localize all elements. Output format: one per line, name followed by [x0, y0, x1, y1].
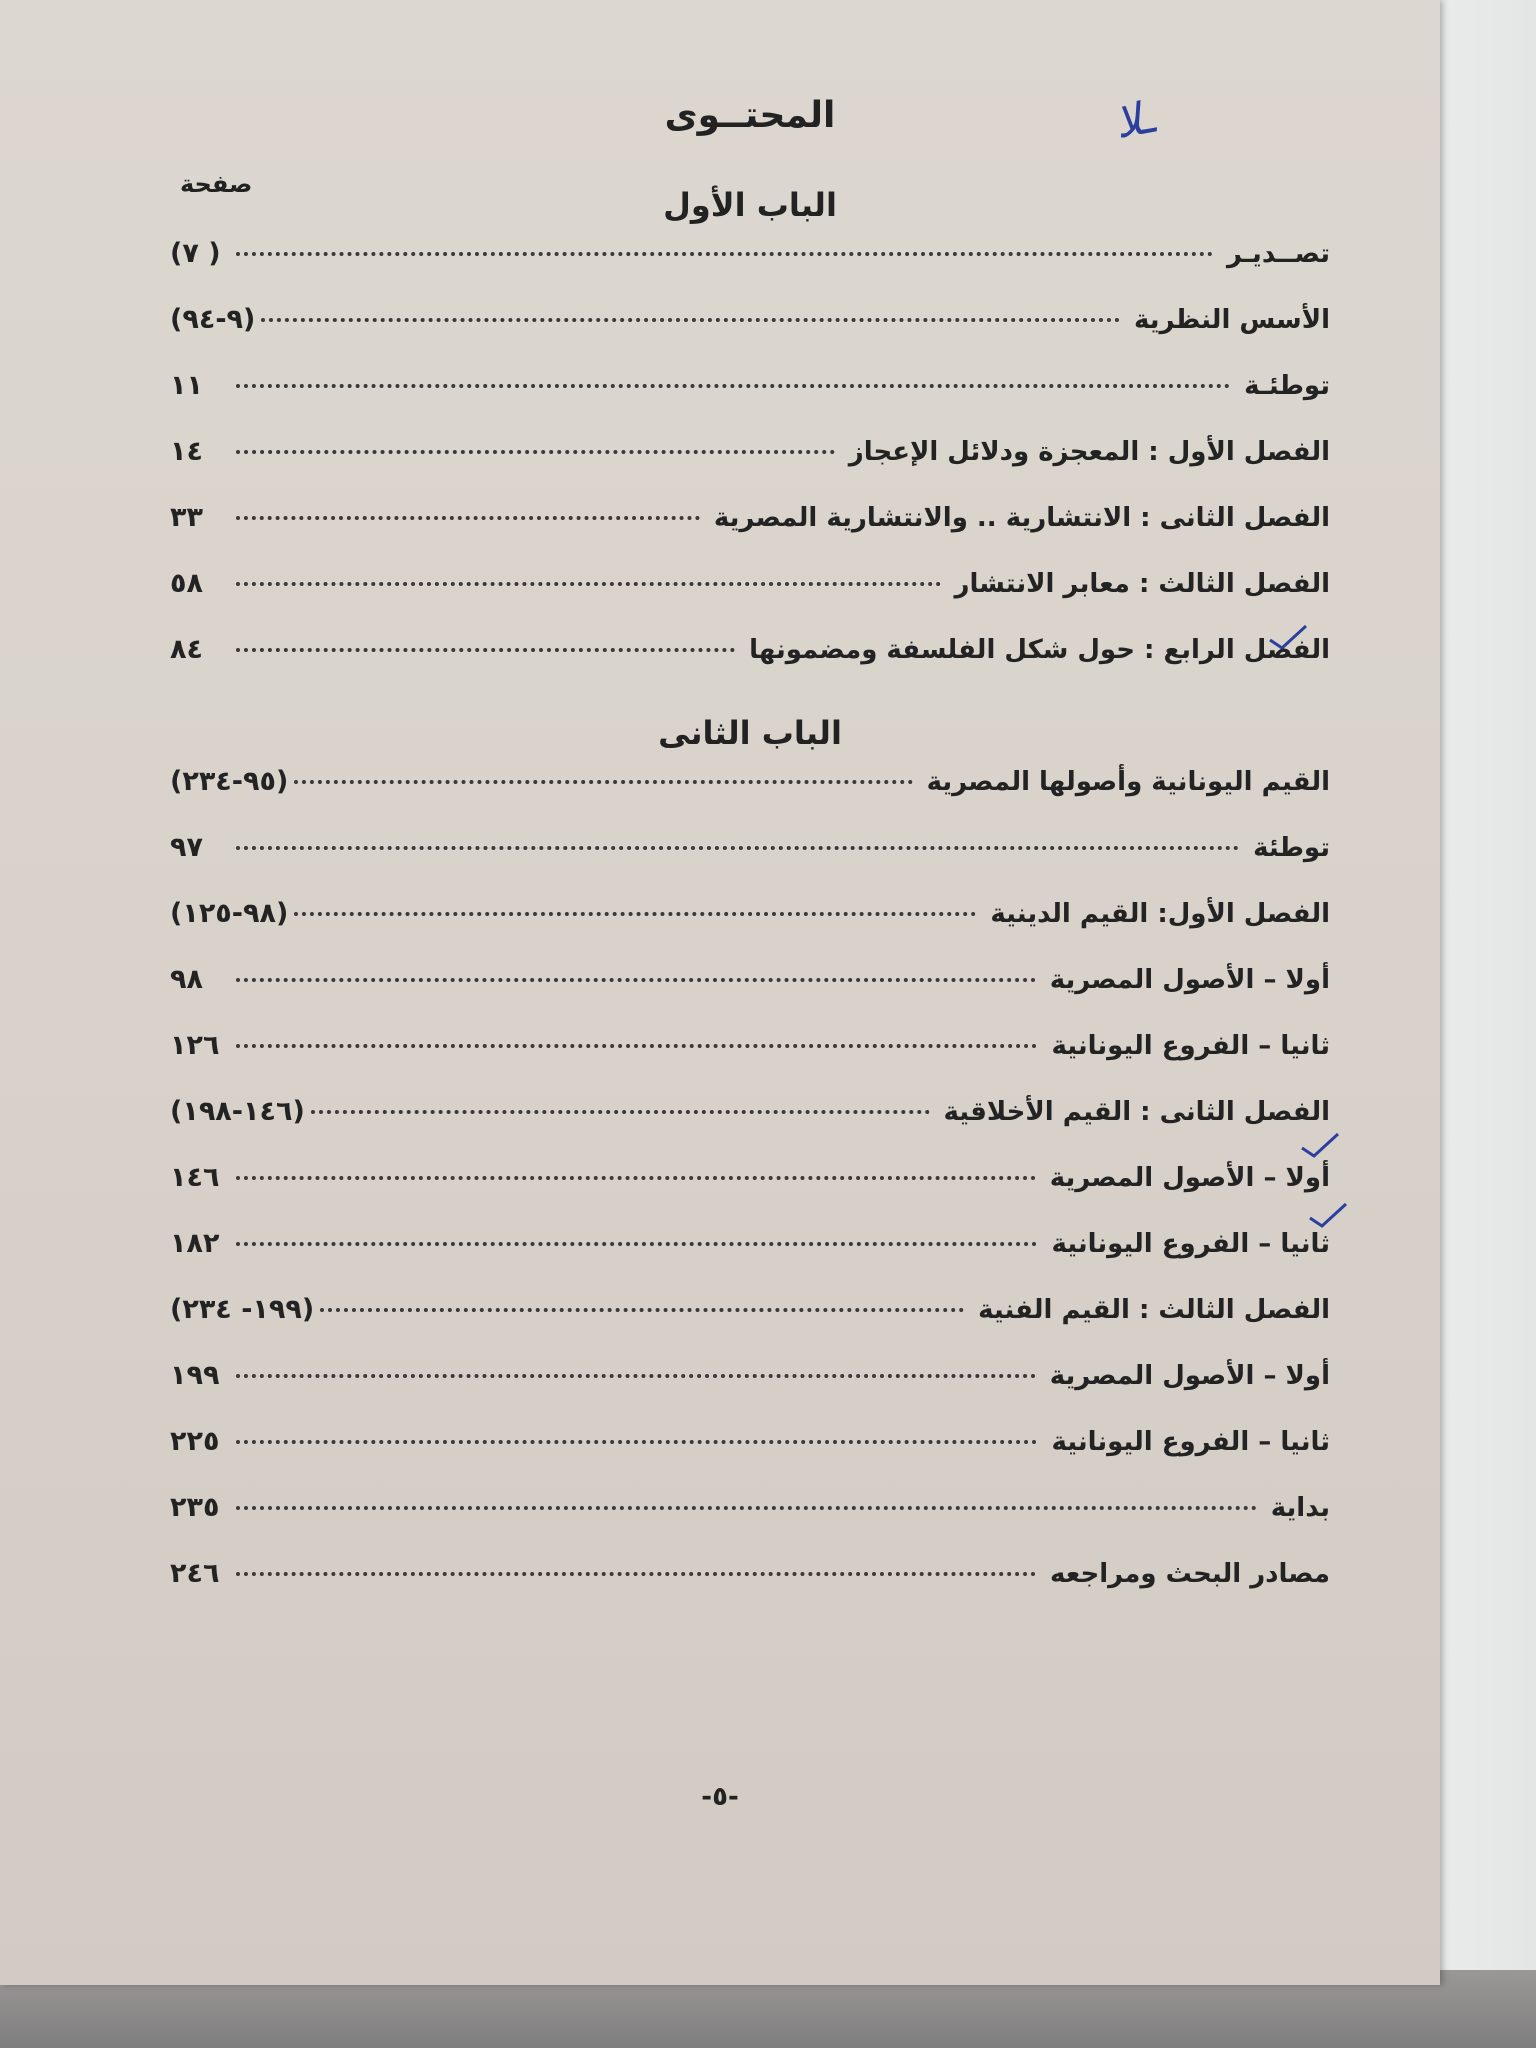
- dot-leader: [236, 450, 835, 454]
- entry-page: (١٩٩- ٢٣٤): [170, 1294, 315, 1325]
- entry-page: ١٤: [170, 436, 203, 467]
- entry-page: ٩٨: [170, 964, 203, 995]
- page-column-label: صفحة: [180, 170, 253, 198]
- entry-label: ثانيا – الفروع اليونانية: [1051, 1031, 1330, 1061]
- dot-leader: [236, 1374, 1036, 1378]
- toc-entry: [170, 502, 1330, 568]
- dot-leader: [236, 516, 700, 520]
- entry-page: (١٤٦-١٩٨): [170, 1096, 305, 1127]
- entry-label: أولا – الأصول المصرية: [1049, 965, 1330, 995]
- entry-page: ٨٤: [170, 634, 203, 665]
- entry-label: الفصل الثانى : القيم الأخلاقية: [943, 1097, 1330, 1127]
- entry-label: ثانيا – الفروع اليونانية: [1051, 1427, 1330, 1457]
- toc-entry: [170, 634, 1330, 700]
- part-one-heading: الباب الأول: [663, 186, 837, 224]
- entry-label: الفصل الأول: القيم الدينية: [990, 899, 1330, 929]
- dot-leader: [261, 318, 1120, 322]
- entry-label: الفصل الأول : المعجزة ودلائل الإعجاز: [848, 437, 1330, 467]
- toc-entry: [170, 1162, 1330, 1228]
- entry-label: ثانيا – الفروع اليونانية: [1051, 1229, 1330, 1259]
- entry-page: ( ٧): [170, 238, 221, 269]
- dot-leader: [320, 1308, 964, 1312]
- dot-leader: [236, 1044, 1037, 1048]
- toc-entry: [170, 370, 1330, 436]
- entry-page: ٥٨: [170, 568, 203, 599]
- dot-leader: [294, 912, 976, 916]
- toc-entry: [170, 1294, 1330, 1360]
- entry-label: تصــديـر: [1227, 239, 1330, 269]
- entry-label: بداية: [1270, 1493, 1330, 1523]
- dot-leader: [236, 1176, 1036, 1180]
- toc-entry: [170, 1030, 1330, 1096]
- entry-label: توطئـة: [1244, 371, 1330, 401]
- toc-entry: [170, 238, 1330, 304]
- part-two-list: [170, 766, 1330, 1624]
- dot-leader: [236, 1572, 1036, 1576]
- dot-leader: [236, 846, 1239, 850]
- entry-page: ١٢٦: [170, 1030, 220, 1061]
- entry-page: ١٩٩: [170, 1360, 220, 1391]
- toc-entry: [170, 898, 1330, 964]
- entry-page: ١٤٦: [170, 1162, 220, 1193]
- toc-container: [170, 95, 1330, 1624]
- toc-entry: [170, 1360, 1330, 1426]
- toc-entry: [170, 304, 1330, 370]
- dot-leader: [236, 648, 735, 652]
- dot-leader: [236, 1242, 1037, 1246]
- toc-entry: [170, 766, 1330, 832]
- entry-label: الفصل الثالث : معابر الانتشار: [954, 569, 1330, 599]
- entry-page: ٢٢٥: [170, 1426, 220, 1457]
- toc-entry: [170, 1096, 1330, 1162]
- toc-entry: [170, 568, 1330, 634]
- entry-page: ٣٣: [170, 502, 203, 533]
- entry-page: ٩٧: [170, 832, 203, 863]
- toc-entry: [170, 964, 1330, 1030]
- dot-leader: [236, 1506, 1257, 1510]
- entry-label: أولا – الأصول المصرية: [1049, 1361, 1330, 1391]
- dot-leader: [236, 978, 1036, 982]
- part-one-list: [170, 238, 1330, 700]
- dot-leader: [236, 252, 1213, 256]
- entry-label: أولا – الأصول المصرية: [1049, 1163, 1330, 1193]
- entry-page: (٩٨-١٢٥): [170, 898, 289, 929]
- toc-entry: [170, 1426, 1330, 1492]
- entry-label: الفصل الرابع : حول شكل الفلسفة ومضمونها: [749, 635, 1330, 665]
- toc-entry: [170, 1228, 1330, 1294]
- dot-leader: [294, 780, 912, 784]
- entry-page: ١٨٢: [170, 1228, 220, 1259]
- page-number: -٥-: [701, 1782, 739, 1812]
- entry-label: توطئة: [1253, 833, 1330, 863]
- entry-page: ٢٤٦: [170, 1558, 220, 1589]
- dot-leader: [311, 1110, 930, 1114]
- part-two-heading: الباب الثانى: [658, 714, 842, 752]
- page-title: المحتــوى: [664, 95, 836, 136]
- entry-label: الفصل الثانى : الانتشارية .. والانتشارية المصرية: [713, 503, 1330, 533]
- dot-leader: [236, 384, 1230, 388]
- dot-leader: [236, 582, 941, 586]
- entry-page: ١١: [170, 370, 203, 401]
- dot-leader: [236, 1440, 1037, 1444]
- toc-entry: [170, 436, 1330, 502]
- toc-entry: [170, 1558, 1330, 1624]
- entry-page: (٩٥-٢٣٤): [170, 766, 289, 797]
- entry-label: القيم اليونانية وأصولها المصرية: [926, 767, 1330, 797]
- toc-entry: [170, 1492, 1330, 1558]
- entry-label: مصادر البحث ومراجعه: [1050, 1559, 1330, 1589]
- entry-page: (٩-٩٤): [170, 304, 256, 335]
- toc-entry: [170, 832, 1330, 898]
- handwritten-mark: ـلا: [1110, 91, 1159, 150]
- entry-page: ٢٣٥: [170, 1492, 220, 1523]
- entry-label: الفصل الثالث : القيم الفنية: [978, 1295, 1330, 1325]
- entry-label: الأسس النظرية: [1134, 305, 1330, 335]
